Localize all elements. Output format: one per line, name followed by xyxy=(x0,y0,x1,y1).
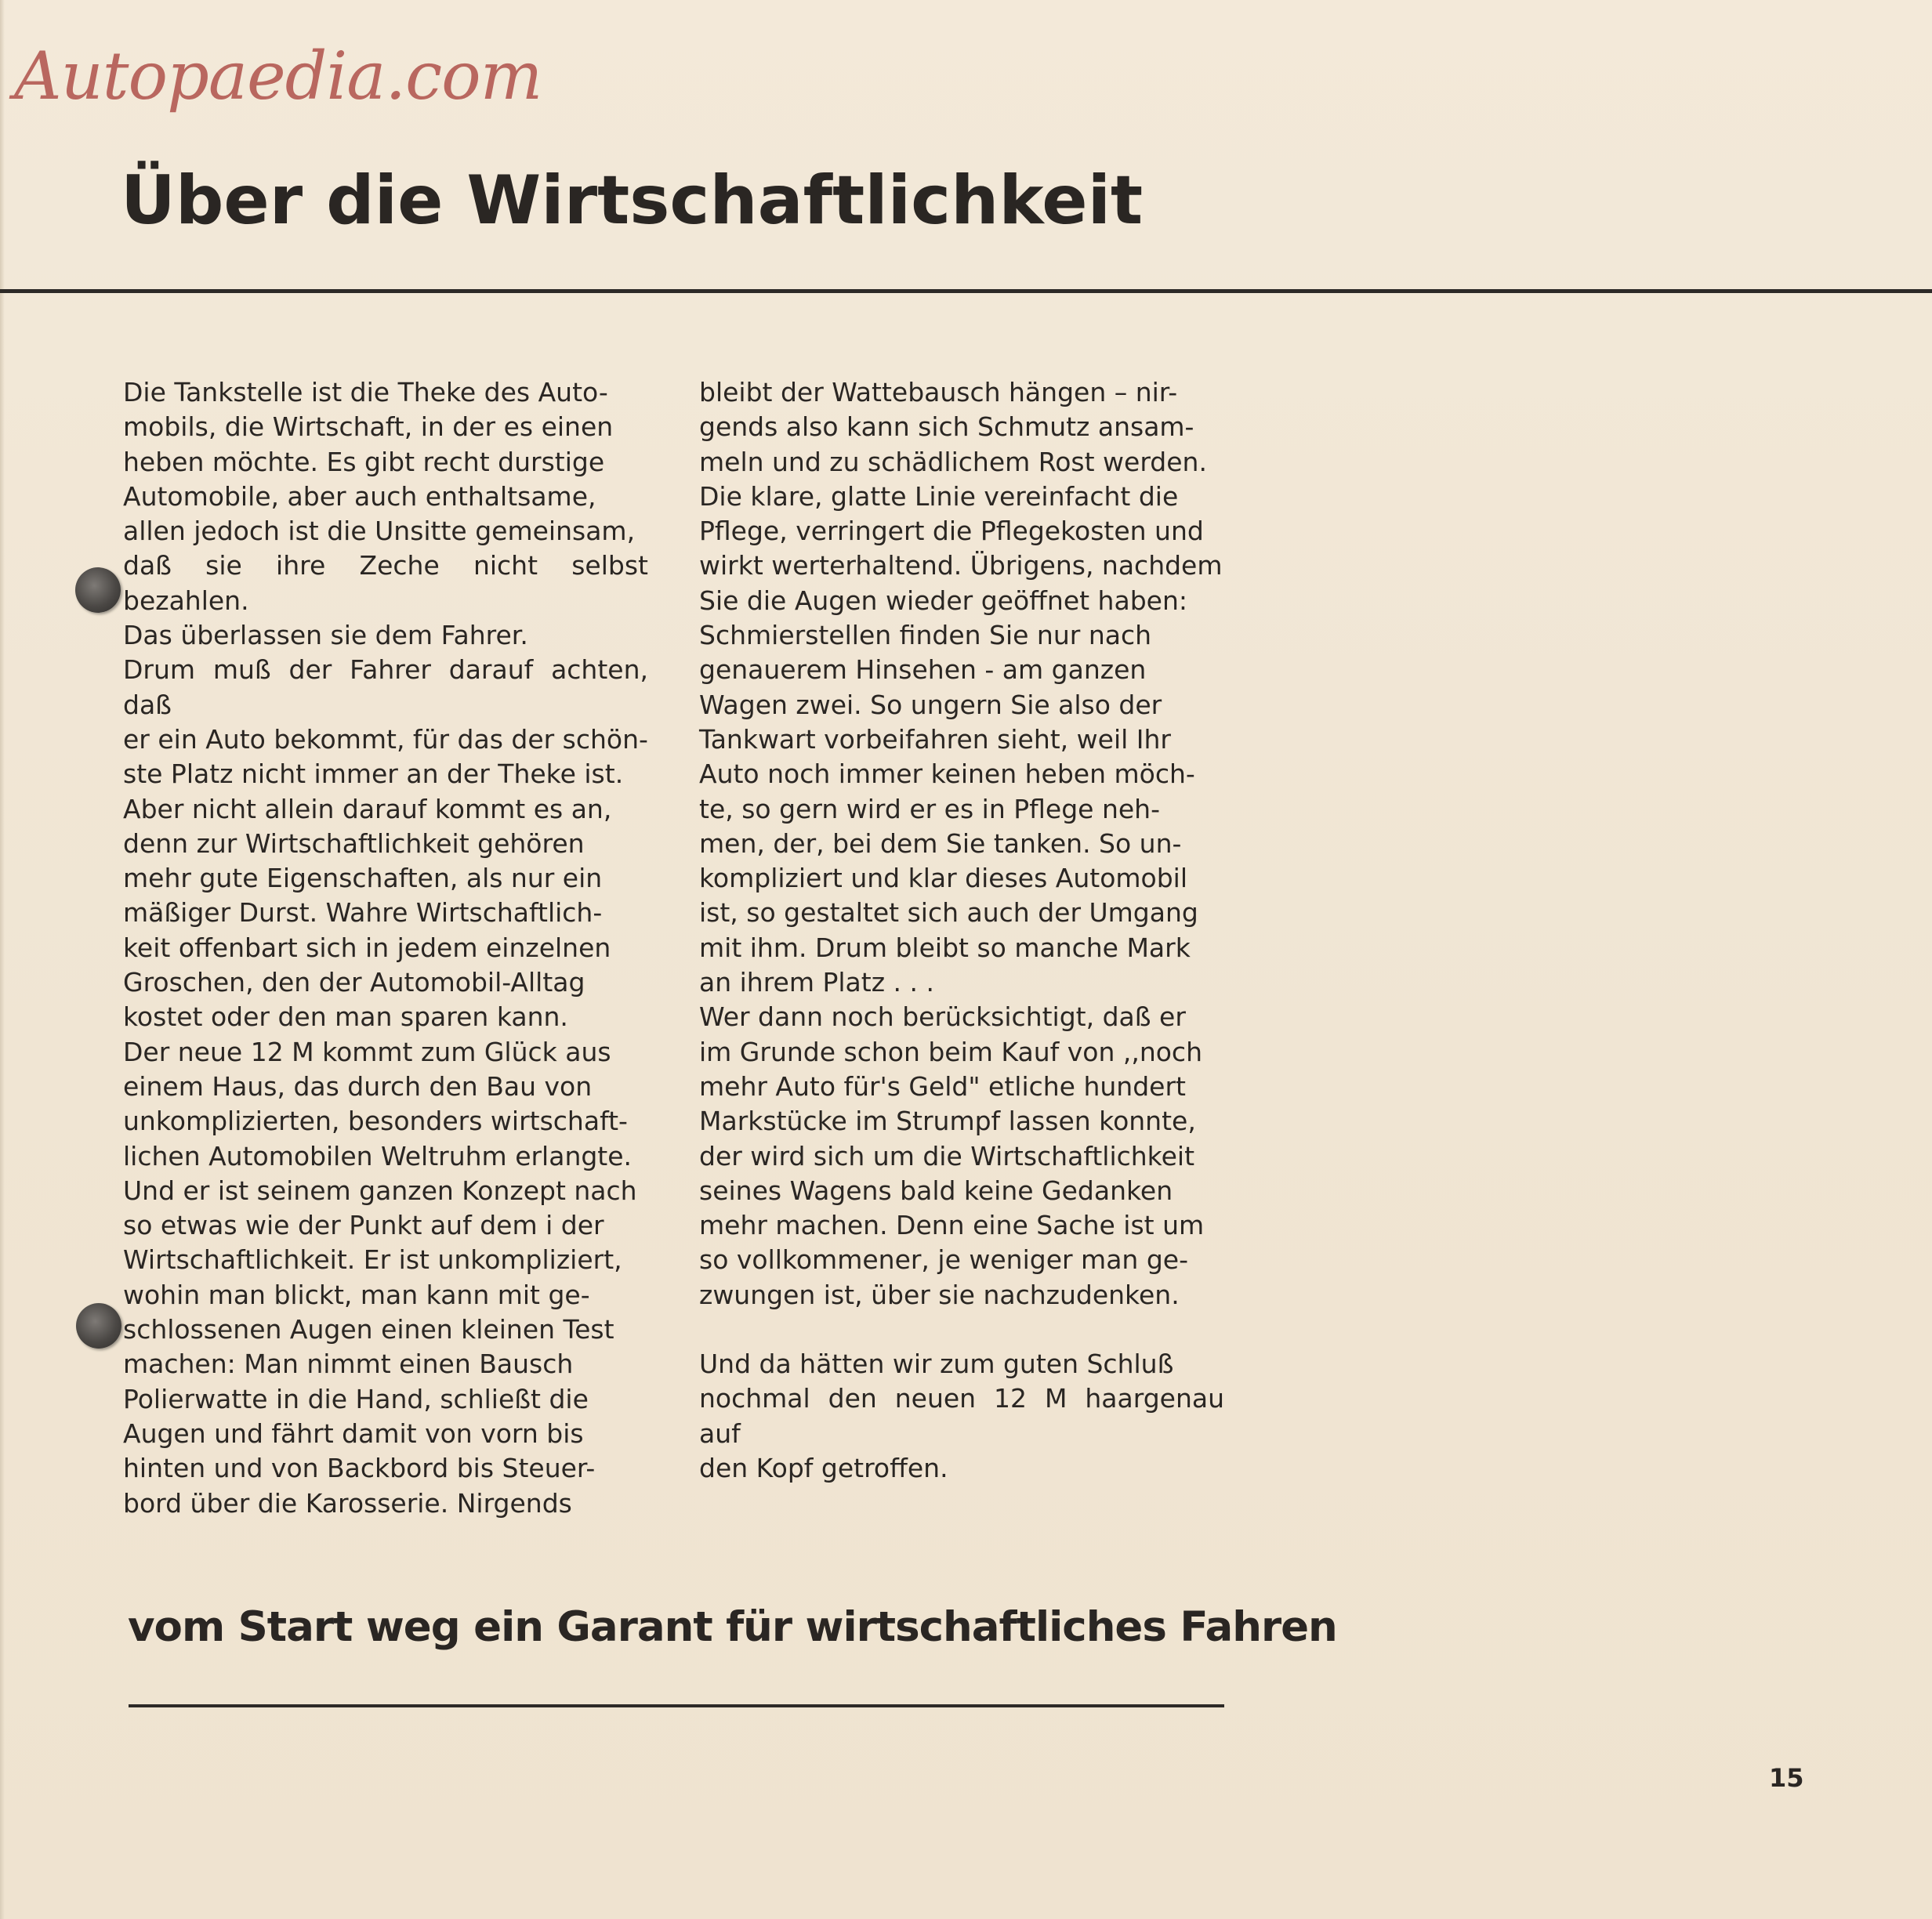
page-number: 15 xyxy=(1769,1763,1804,1793)
paragraph: bleibt der Wattebausch hängen – nir- gends also kann sich Schmutz ansam- meln und zu schädlichem Rost werden. Die klare, glatte Linie vereinfacht die Pflege, verringert die Pflegekosten und wirkt werterhaltend. Übrigens, nachdem Sie die Augen wieder geöffnet haben: Schmierstellen finden Sie nur nach genauerem Hinsehen - am ganzen Wagen zwei. So ungern Sie also der Tankwart vorbeifahren sieht, weil Ihr Auto noch immer keinen heben möch- te, so gern wird er es in Pflege neh- men, der, bei dem Sie tanken. So un- kompliziert und klar dieses Automobil ist, so gestaltet sich auch der Umgang mit ihm. Drum bleibt so manche Mark an ihrem Platz . . . xyxy=(699,377,1223,998)
punch-hole xyxy=(75,567,121,613)
page-edge-shadow xyxy=(0,0,5,1919)
tagline-underline xyxy=(129,1704,1224,1707)
tagline: vom Start weg ein Garant für wirtschaftliches Fahren xyxy=(128,1603,1337,1651)
paragraph: Die Tankstelle ist die Theke des Auto- mobils, die Wirtschaft, in der es einen heben möchte. Es gibt recht durstige Automobile, aber auch enthaltsame, allen jedoch ist die Unsitte gemeinsam, daß sie ihre Zeche nicht selbst bezahlen. Das überlassen sie dem Fahrer. xyxy=(123,377,648,651)
punch-hole xyxy=(76,1303,121,1349)
text-column-left xyxy=(123,375,648,1521)
paragraph: Wer dann noch berücksichtigt, daß er im Grunde schon beim Kauf von ,,noch mehr Auto für's Geld" etliche hundert Markstücke im Strumpf lassen konnte, der wird sich um die Wirtschaftlichkeit seines Wagens bald keine Gedanken mehr machen. Denn eine Sache ist um so vollkommener, je weniger man ge- zwungen ist, über sie nachzudenken. xyxy=(699,1001,1205,1310)
text-column-right xyxy=(699,375,1224,1486)
page-title: Über die Wirtschaftlichkeit xyxy=(121,161,1144,240)
paragraph: Und da hätten wir zum guten Schluß nochmal den neuen 12 M haargenau auf den Kopf getroffen. xyxy=(699,1349,1224,1483)
paragraph: Drum muß der Fahrer darauf achten, daß er ein Auto bekommt, für das der schön- ste Platz nicht immer an der Theke ist. Aber nicht allein darauf kommt es an, denn zur Wirtschaftlichkeit gehören mehr gute Eigenschaften, als nur ein mäßiger Durst. Wahre Wirtschaftlich- keit offenbart sich in jedem einzelnen Groschen, den der Automobil-Alltag kostet oder den man sparen kann. xyxy=(123,654,648,1033)
site-watermark: Autopaedia.com xyxy=(14,38,542,114)
paragraph: Der neue 12 M kommt zum Glück aus einem Haus, das durch den Bau von unkomplizierten, besonders wirtschaft- lichen Automobilen Weltruhm erlangte. Und er ist seinem ganzen Konzept nach so etwas wie der Punkt auf dem i der Wirtschaftlichkeit. Er ist unkompliziert, wohin man blickt, man kann mit ge- schlossenen Augen einen kleinen Test machen: Man nimmt einen Bausch Polierwatte in die Hand, schließt die Augen und fährt damit von vorn bis hinten und von Backbord bis Steuer- bord über die Karosserie. Nirgends xyxy=(123,1036,637,1519)
title-divider xyxy=(0,289,1932,293)
